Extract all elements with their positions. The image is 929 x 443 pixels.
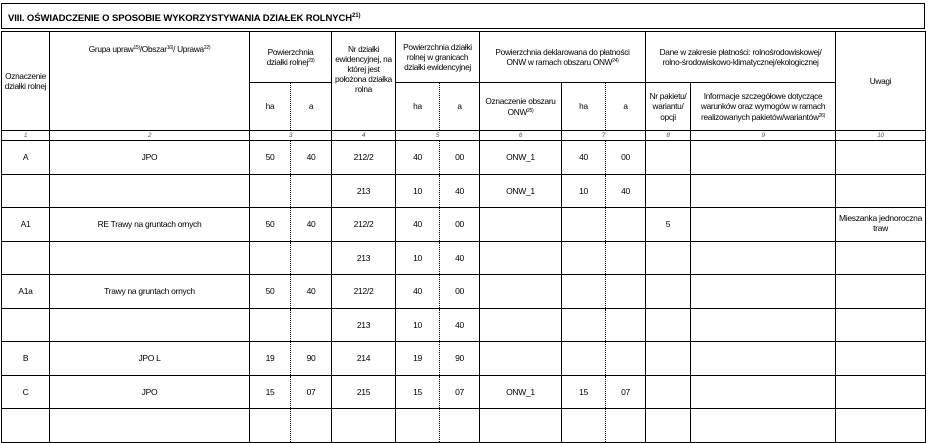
cell-grupa-upraw[interactable] xyxy=(50,308,250,342)
cell-nr-pakietu[interactable] xyxy=(646,275,691,309)
section-title-text: VIII. OŚWIADCZENIE O SPOSOBIE WYKORZYSTYWANIA DZIAŁEK ROLNYCH xyxy=(8,13,353,25)
cell-pow-ha[interactable] xyxy=(250,174,291,208)
header-uwagi xyxy=(836,32,926,131)
cell-onw-a[interactable] xyxy=(606,275,646,309)
table-row xyxy=(2,208,926,242)
cell-gr-a[interactable]: 00 xyxy=(440,275,480,309)
header-informacje-text: Informacje szczegółowe dotyczące warunków oraz wymogów w ramach realizowanych pakietów/wariantów xyxy=(700,91,826,122)
column-number-7: 7 xyxy=(562,131,646,141)
header-uwagi-text: Uwagi xyxy=(869,75,892,86)
cell-nr-dzialki[interactable]: 213 xyxy=(332,241,396,275)
table-row xyxy=(2,308,926,342)
header-onw-a: a xyxy=(606,83,646,131)
header-grupa-note-2: 16) xyxy=(166,45,174,51)
cell-onw-ha[interactable] xyxy=(562,342,606,376)
header-grupa-note-3: 22) xyxy=(203,45,211,51)
parcel-usage-table xyxy=(1,31,926,443)
table-row xyxy=(2,375,926,409)
cell-grupa-upraw[interactable] xyxy=(50,174,250,208)
table-row xyxy=(2,241,926,275)
column-number-9: 9 xyxy=(691,131,836,141)
cell-gr-a[interactable]: 40 xyxy=(440,241,480,275)
cell-pow-ha[interactable] xyxy=(250,308,291,342)
cell-onw-a[interactable] xyxy=(606,308,646,342)
cell-grupa-upraw[interactable]: RE Trawy na gruntach ornych xyxy=(50,208,250,242)
cell-uwagi[interactable] xyxy=(836,241,926,275)
column-number-1: 1 xyxy=(2,131,50,141)
header-oznaczenie xyxy=(2,32,50,131)
column-number-10: 10 xyxy=(836,131,926,141)
table-body xyxy=(2,141,926,443)
cell-nr-pakietu[interactable] xyxy=(646,375,691,409)
header-powierzchnia-text: Powierzchnia działki rolnej xyxy=(266,46,314,67)
cell-grupa-upraw[interactable]: JPO L xyxy=(50,342,250,376)
cell-onw-a[interactable]: 40 xyxy=(606,174,646,208)
cell-pow-a[interactable]: 07 xyxy=(291,375,332,409)
column-number-8: 8 xyxy=(646,131,691,141)
cell-pow-a[interactable]: 90 xyxy=(291,342,332,376)
cell-onw-obszar[interactable] xyxy=(480,241,562,275)
cell-nr-dzialki[interactable]: 213 xyxy=(332,308,396,342)
table-row xyxy=(2,275,926,309)
header-pow-w-granicach xyxy=(396,32,480,83)
cell-nr-dzialki[interactable]: 213 xyxy=(332,174,396,208)
cell-oznaczenie[interactable]: A1a xyxy=(2,275,50,309)
header-grupa-text-2: /Obszar xyxy=(139,44,167,54)
column-number-3: 3 xyxy=(250,131,332,141)
cell-gr-a[interactable]: 00 xyxy=(440,141,480,175)
header-platnosci xyxy=(646,32,836,83)
cell-informacje[interactable] xyxy=(691,308,836,342)
cell-informacje[interactable] xyxy=(691,141,836,175)
cell-gr-ha[interactable]: 40 xyxy=(396,208,440,242)
header-oznaczenie-obszaru-note: 25) xyxy=(527,107,534,114)
cell-informacje[interactable] xyxy=(691,174,836,208)
header-pow-ha: ha xyxy=(250,83,291,131)
cell-uwagi[interactable]: Mieszanka jednoroczna traw xyxy=(836,208,926,242)
cell-pow-ha[interactable]: 19 xyxy=(250,342,291,376)
cell-uwagi[interactable] xyxy=(836,174,926,208)
cell-gr-ha[interactable]: 19 xyxy=(396,342,440,376)
cell-oznaczenie[interactable] xyxy=(2,241,50,275)
header-oznaczenie-obszaru-text: Oznaczenie obszaru ONW xyxy=(485,96,556,117)
cell-uwagi[interactable] xyxy=(836,141,926,175)
header-gr-a: a xyxy=(440,83,480,131)
header-nr-dzialki-text: Nr działki ewidencyjnej, na której jest położona działka rolna xyxy=(334,44,392,95)
header-oznaczenie-obszaru xyxy=(480,83,562,131)
cell-onw-a[interactable]: 07 xyxy=(606,375,646,409)
cell-nr-pakietu[interactable] xyxy=(646,141,691,175)
cell-oznaczenie[interactable]: A xyxy=(2,141,50,175)
cell-pow-a[interactable]: 40 xyxy=(291,275,332,309)
header-onw-note: 24) xyxy=(612,58,619,64)
cell-nr-pakietu[interactable]: 5 xyxy=(646,208,691,242)
header-pow-a: a xyxy=(291,83,332,131)
cell-nr-dzialki[interactable]: 212/2 xyxy=(332,141,396,175)
header-pow-w-granicach-text: Powierzchnia działki rolnej w granicach działki ewidencyjnej xyxy=(403,41,472,73)
column-number-2: 2 xyxy=(50,131,250,141)
cell-oznaczenie[interactable]: C xyxy=(2,375,50,409)
cell-pow-a[interactable] xyxy=(291,174,332,208)
cell-pow-ha[interactable]: 50 xyxy=(250,141,291,175)
cell-grupa-upraw[interactable]: Trawy na gruntach ornych xyxy=(50,275,250,309)
cell-informacje[interactable] xyxy=(691,208,836,242)
header-nr-pakietu xyxy=(646,83,691,131)
cell-nr-pakietu[interactable] xyxy=(646,241,691,275)
header-onw-text: Powierzchnia deklarowana do płatności ONW w ramach obszaru ONW xyxy=(495,46,630,67)
cell-gr-a[interactable]: 90 xyxy=(440,342,480,376)
cell-uwagi[interactable] xyxy=(836,342,926,376)
column-number-4: 4 xyxy=(332,131,396,141)
cell-oznaczenie[interactable] xyxy=(2,174,50,208)
cell-pow-ha[interactable]: 50 xyxy=(250,208,291,242)
header-powierzchnia-note: 23) xyxy=(308,58,315,64)
cell-informacje[interactable] xyxy=(691,241,836,275)
cell-uwagi[interactable] xyxy=(836,375,926,409)
cell-onw-ha[interactable] xyxy=(562,275,606,309)
column-number-row xyxy=(2,131,926,141)
cell-pow-ha[interactable]: 15 xyxy=(250,375,291,409)
table-row xyxy=(2,141,926,175)
header-grupa-upraw xyxy=(50,32,250,131)
cell-onw-obszar[interactable]: ONW_1 xyxy=(480,174,562,208)
cell-onw-obszar[interactable] xyxy=(480,208,562,242)
cell-pow-ha[interactable] xyxy=(250,241,291,275)
cell-pow-a[interactable] xyxy=(291,308,332,342)
cell-informacje[interactable] xyxy=(691,275,836,309)
cell-gr-ha[interactable]: 10 xyxy=(396,241,440,275)
cell-onw-ha[interactable]: 10 xyxy=(562,174,606,208)
cell-oznaczenie[interactable]: A1 xyxy=(2,208,50,242)
header-platnosci-line2: rolno-środowiskowo-klimatycznej/ekologicznej xyxy=(662,57,819,67)
cell-oznaczenie[interactable] xyxy=(2,308,50,342)
cell-onw-a[interactable] xyxy=(606,241,646,275)
cell-onw-ha[interactable] xyxy=(562,308,606,342)
cell-pow-a[interactable]: 40 xyxy=(291,141,332,175)
cell-gr-ha[interactable]: 10 xyxy=(396,174,440,208)
header-onw-ha: ha xyxy=(562,83,606,131)
header-nr-dzialki xyxy=(332,32,396,131)
cell-onw-obszar[interactable] xyxy=(480,308,562,342)
cell-uwagi[interactable] xyxy=(836,308,926,342)
table-row xyxy=(2,174,926,208)
cell-onw-ha[interactable]: 15 xyxy=(562,375,606,409)
cell-nr-dzialki[interactable]: 214 xyxy=(332,342,396,376)
cell-grupa-upraw[interactable]: JPO xyxy=(50,141,250,175)
cell-onw-obszar[interactable] xyxy=(480,275,562,309)
cell-gr-ha[interactable]: 10 xyxy=(396,308,440,342)
cell-onw-ha[interactable] xyxy=(562,241,606,275)
cell-nr-dzialki[interactable]: 215 xyxy=(332,375,396,409)
table-row xyxy=(2,342,926,376)
cell-gr-ha[interactable]: 40 xyxy=(396,275,440,309)
cell-gr-a[interactable]: 07 xyxy=(440,375,480,409)
header-oznaczenie-text: Oznaczenie działki rolnej xyxy=(4,70,47,91)
cell-gr-a[interactable]: 40 xyxy=(440,174,480,208)
cell-nr-pakietu[interactable] xyxy=(646,174,691,208)
cell-onw-ha[interactable]: 40 xyxy=(562,141,606,175)
cell-gr-ha[interactable]: 15 xyxy=(396,375,440,409)
cell-onw-obszar[interactable] xyxy=(480,342,562,376)
cell-informacje[interactable] xyxy=(691,342,836,376)
header-grupa-text-3: / Uprawa xyxy=(173,44,204,54)
cell-nr-dzialki[interactable]: 212/2 xyxy=(332,208,396,242)
cell-gr-a[interactable]: 40 xyxy=(440,308,480,342)
header-onw xyxy=(480,32,646,83)
cell-grupa-upraw[interactable]: JPO xyxy=(50,375,250,409)
cell-gr-ha[interactable]: 40 xyxy=(396,141,440,175)
cell-onw-a[interactable]: 00 xyxy=(606,141,646,175)
cell-onw-a[interactable] xyxy=(606,342,646,376)
cell-nr-pakietu[interactable] xyxy=(646,342,691,376)
header-nr-pakietu-text: Nr pakietu/ wariantu/ opcji xyxy=(649,91,687,122)
column-number-6: 6 xyxy=(480,131,562,141)
section-title-footnote: 21) xyxy=(352,13,361,19)
cell-nr-pakietu[interactable] xyxy=(646,308,691,342)
cell-pow-ha[interactable]: 50 xyxy=(250,275,291,309)
cell-gr-a[interactable]: 00 xyxy=(440,208,480,242)
cell-nr-dzialki[interactable]: 212/2 xyxy=(332,275,396,309)
header-row-top xyxy=(2,32,926,83)
header-informacje xyxy=(691,83,836,131)
column-number-5: 5 xyxy=(396,131,480,141)
cell-grupa-upraw[interactable] xyxy=(50,241,250,275)
header-gr-ha: ha xyxy=(396,83,440,131)
section-title xyxy=(1,3,925,29)
cell-onw-a[interactable] xyxy=(606,208,646,242)
cell-onw-obszar[interactable]: ONW_1 xyxy=(480,375,562,409)
header-platnosci-line1: Dane w zakresie płatności: rolnośrodowiskowej/ xyxy=(659,46,822,57)
cell-oznaczenie[interactable]: B xyxy=(2,342,50,376)
header-informacje-note: 26) xyxy=(818,112,826,119)
header-grupa-note-1: 15) xyxy=(133,45,140,51)
cell-uwagi[interactable] xyxy=(836,275,926,309)
cell-onw-ha[interactable] xyxy=(562,208,606,242)
cell-pow-a[interactable]: 40 xyxy=(291,208,332,242)
cell-onw-obszar[interactable]: ONW_1 xyxy=(480,141,562,175)
header-grupa-text-1: Grupa upraw xyxy=(88,44,134,54)
header-powierzchnia-dzialki xyxy=(250,32,332,83)
cell-pow-a[interactable] xyxy=(291,241,332,275)
cell-informacje[interactable] xyxy=(691,375,836,409)
